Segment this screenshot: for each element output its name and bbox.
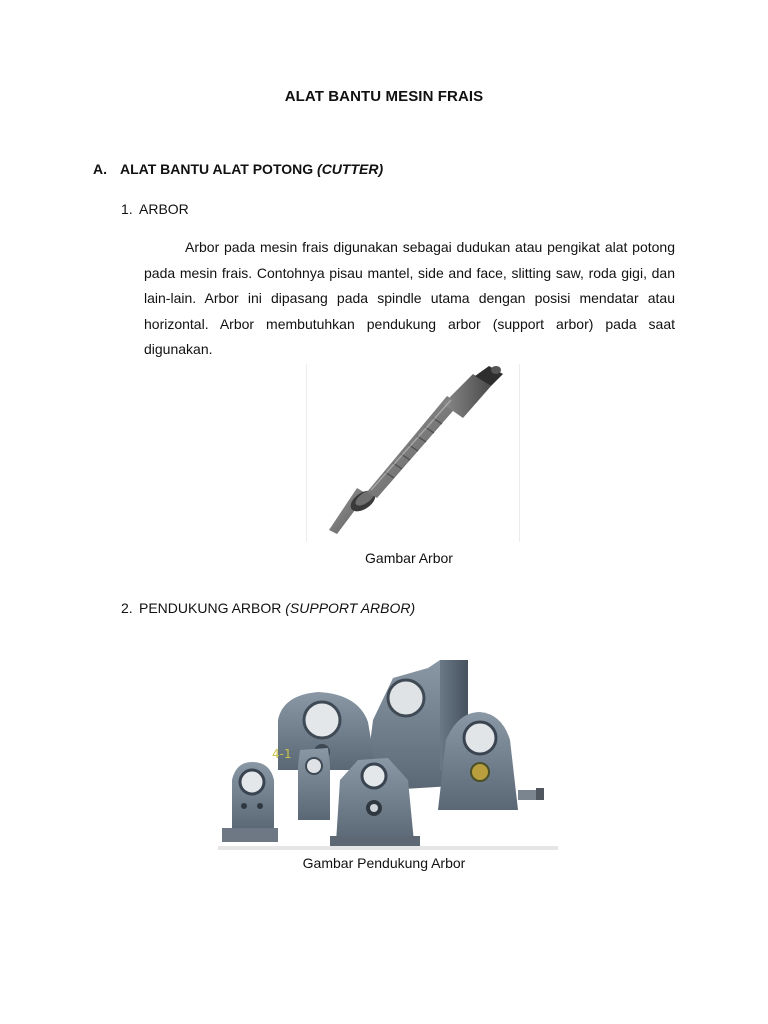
support-arbor-figure	[218, 650, 558, 850]
item-2-title: PENDUKUNG ARBOR	[139, 600, 282, 616]
bracket-left-front	[222, 762, 278, 842]
item-2-heading	[121, 600, 415, 616]
bracket-right-front	[438, 712, 544, 810]
bracket-marking: 4-1	[272, 747, 292, 761]
section-a-title: ALAT BANTU ALAT POTONG	[120, 161, 314, 177]
item-1-title: ARBOR	[139, 201, 189, 217]
arbor-figure	[306, 364, 520, 542]
item-2-title-italic: (SUPPORT ARBOR)	[285, 600, 416, 616]
item-1-heading	[121, 201, 189, 217]
section-a-letter: A.	[93, 161, 107, 177]
support-arbor-figure-caption: Gambar Pendukung Arbor	[302, 855, 466, 871]
bracket-mid	[298, 748, 330, 820]
arbor-paragraph: Arbor pada mesin frais digunakan sebagai dudukan atau pengikat alat potong pada mesin frais. Contohnya pisau mantel, side and face, slitting saw, roda gigi, dan lain-lain. Arbor ini dipasang pada spindle utama dengan posisi mendatar atau horizontal. Arbor membutuhkan pendukung arbor (support arbor) pada saat digunakan.	[144, 239, 675, 358]
item-1-number: 1.	[121, 201, 133, 217]
document-title: ALAT BANTU MESIN FRAIS	[284, 88, 484, 105]
section-a-heading	[93, 161, 383, 177]
arbor-image	[307, 364, 519, 542]
arbor-figure-caption: Gambar Arbor	[365, 550, 453, 566]
support-arbor-image	[218, 650, 558, 850]
item-2-number: 2.	[121, 600, 133, 616]
section-a-title-italic: (CUTTER)	[317, 161, 384, 177]
